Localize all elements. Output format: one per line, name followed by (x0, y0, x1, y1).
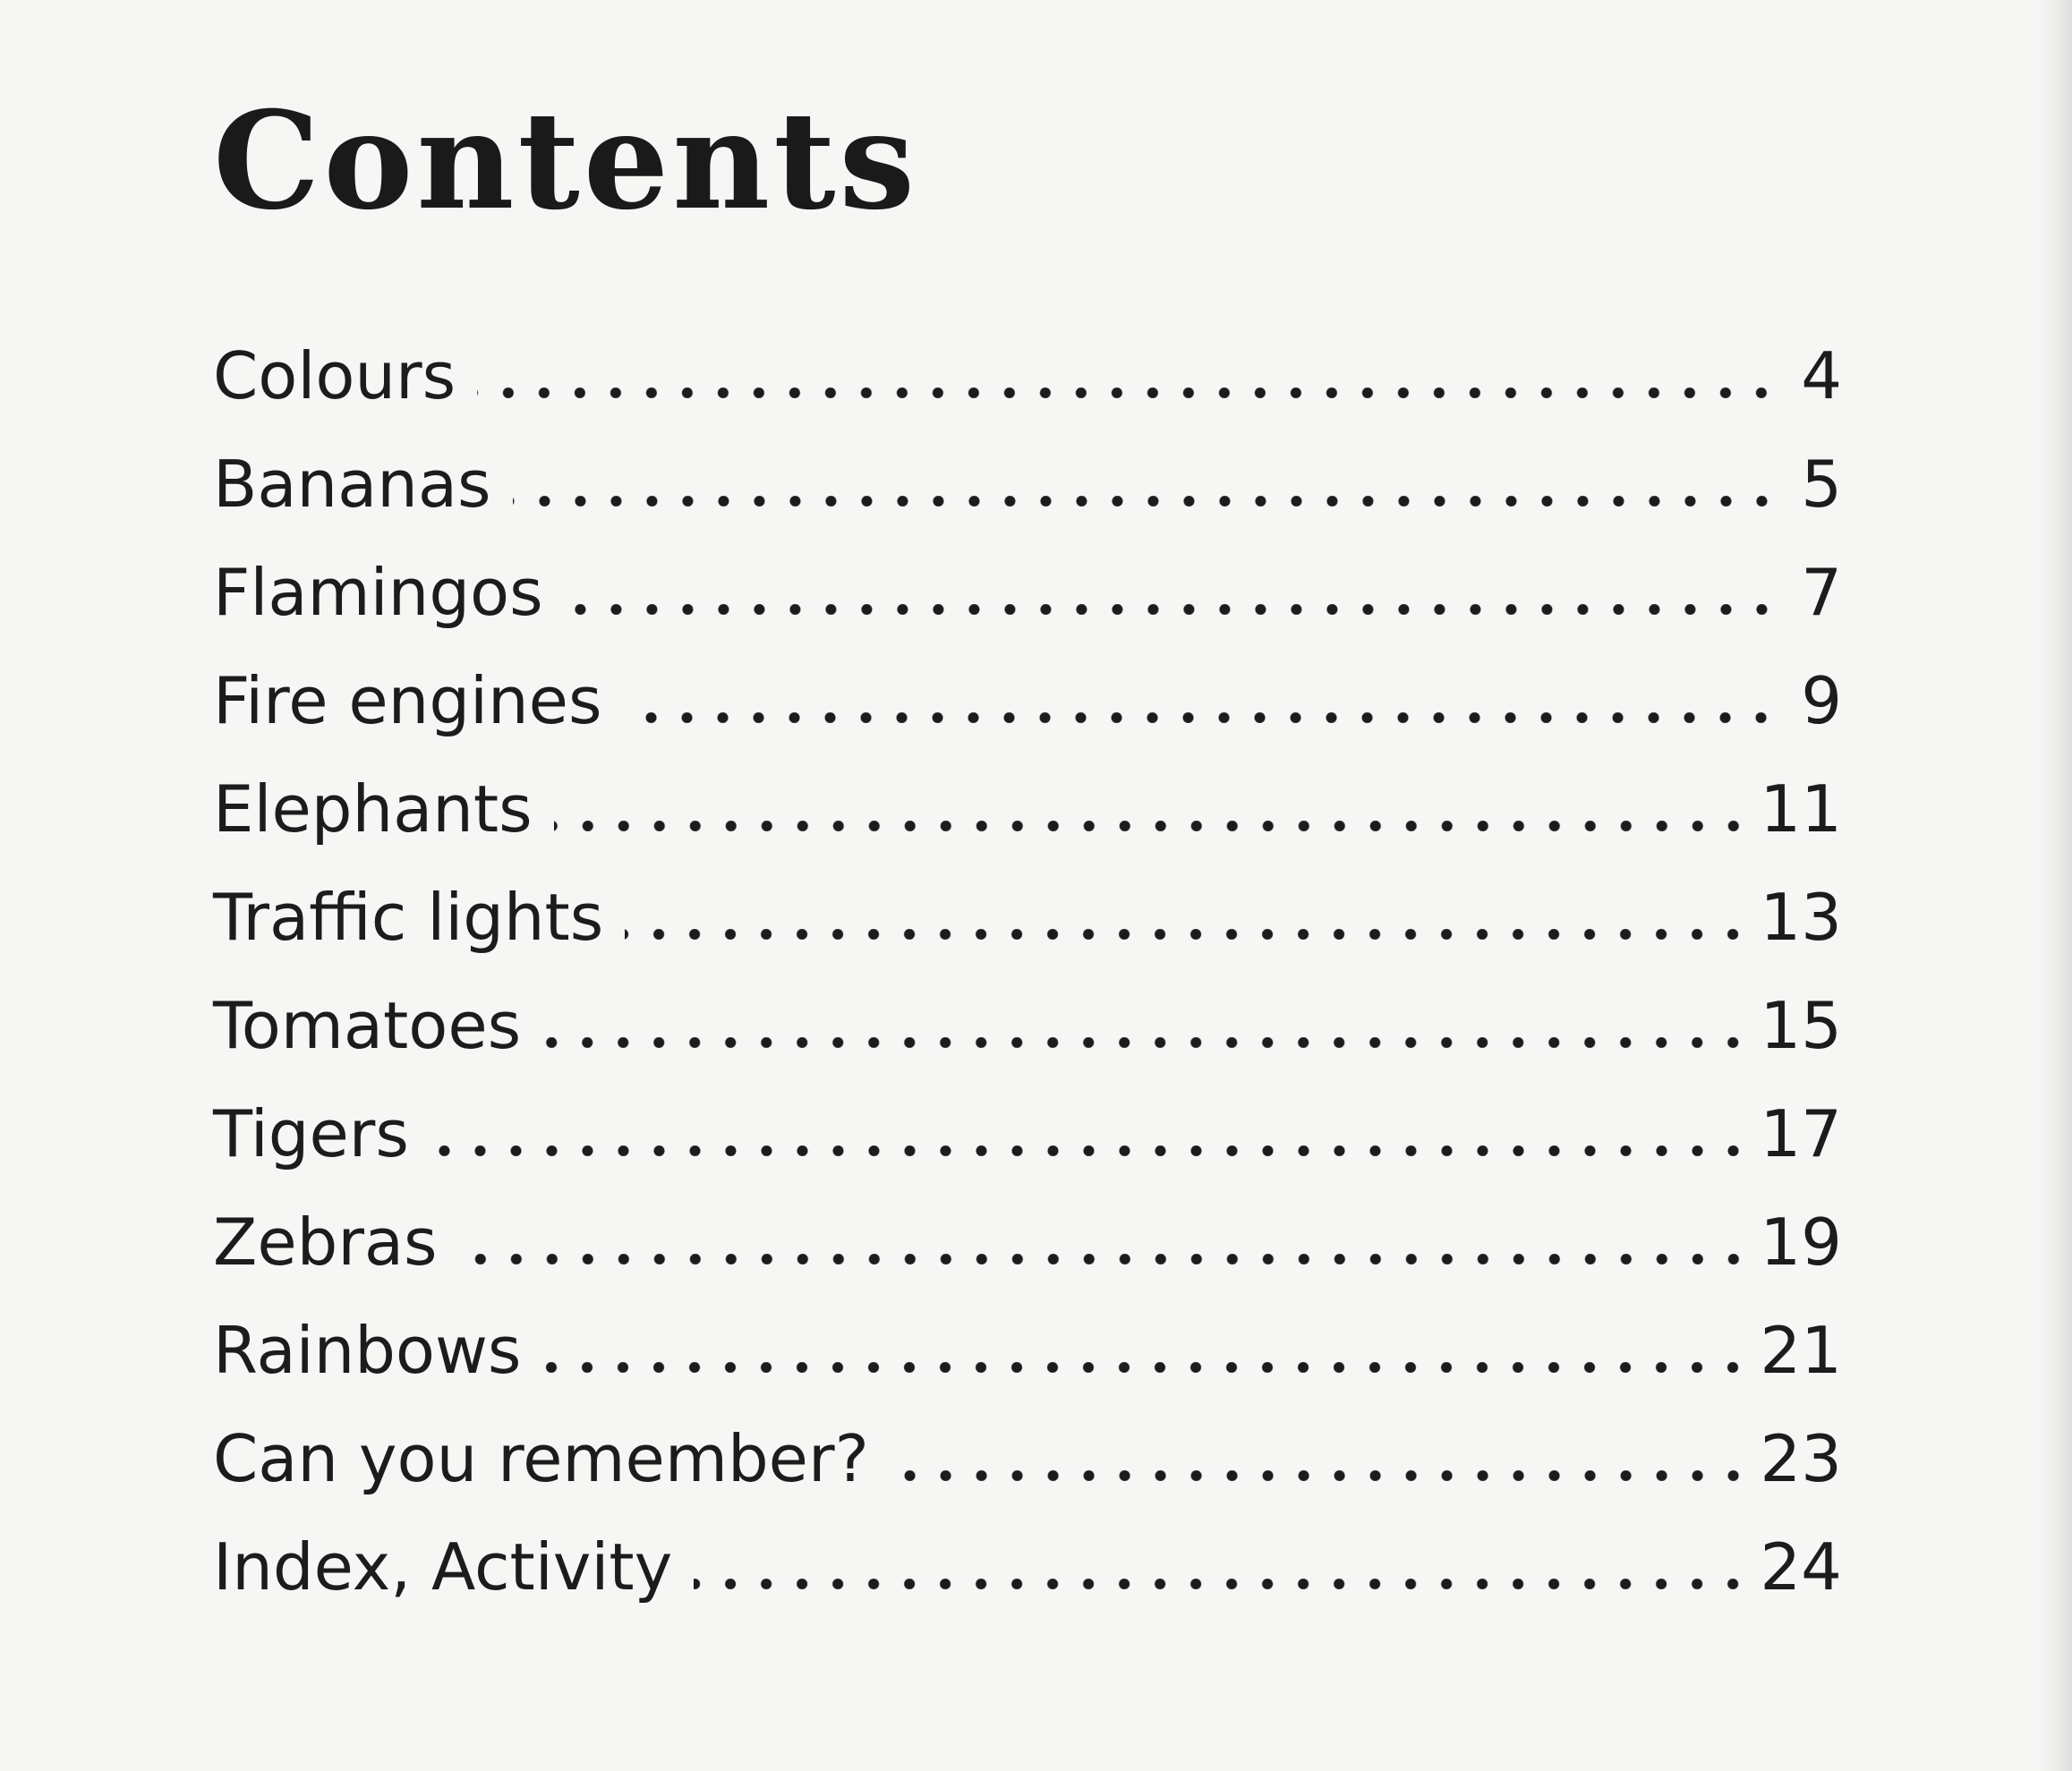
toc-entry (213, 1513, 1842, 1622)
toc-entry-label: Zebras (213, 1205, 438, 1280)
toc-entry-label: Elephants (213, 771, 533, 847)
toc-entry (213, 755, 1842, 864)
dot-leader (625, 929, 1751, 940)
toc-entry-page-number: 9 (1801, 663, 1842, 738)
dot-leader (891, 1470, 1752, 1481)
toc-entry-label: Tigers (213, 1096, 409, 1171)
contents-list (213, 322, 1842, 1622)
toc-entry (213, 322, 1842, 430)
toc-entry-label: Bananas (213, 447, 491, 522)
toc-entry (213, 1405, 1842, 1513)
toc-entry-label: Colours (213, 338, 456, 413)
toc-entry (213, 864, 1842, 972)
toc-entry-page-number: 21 (1760, 1313, 1842, 1388)
dot-leader (513, 496, 1779, 507)
toc-entry (213, 972, 1842, 1080)
toc-entry (213, 1188, 1842, 1297)
toc-entry-page-number: 4 (1801, 338, 1842, 413)
toc-entry-label: Tomatoes (213, 988, 522, 1063)
toc-entry-page-number: 17 (1760, 1096, 1842, 1171)
dot-leader (694, 1579, 1751, 1589)
dot-leader (477, 387, 1779, 398)
dot-leader (554, 821, 1752, 831)
toc-entry-label: Flamingos (213, 555, 543, 630)
toc-entry-page-number: 19 (1760, 1205, 1842, 1280)
toc-entry-page-number: 11 (1760, 771, 1842, 847)
toc-entry-label: Rainbows (213, 1313, 522, 1388)
toc-entry (213, 1297, 1842, 1405)
dot-leader (542, 1362, 1751, 1373)
toc-entry-label: Can you remember? (213, 1421, 869, 1496)
toc-entry (213, 430, 1842, 539)
page-title: Contents (213, 82, 919, 240)
dot-leader (459, 1254, 1752, 1264)
toc-entry-label: Index, Activity (213, 1529, 673, 1605)
toc-entry-page-number: 7 (1801, 555, 1842, 630)
dot-leader (623, 712, 1779, 723)
dot-leader (431, 1145, 1751, 1156)
toc-entry-page-number: 24 (1760, 1529, 1842, 1605)
toc-entry-label: Traffic lights (213, 880, 604, 955)
toc-entry-page-number: 5 (1801, 447, 1842, 522)
dot-leader (565, 604, 1779, 615)
toc-entry (213, 539, 1842, 647)
toc-entry-page-number: 13 (1760, 880, 1842, 955)
page-edge-shadow (2036, 0, 2072, 1771)
toc-entry-label: Fire engines (213, 663, 602, 738)
toc-entry (213, 647, 1842, 755)
toc-entry-page-number: 15 (1760, 988, 1842, 1063)
dot-leader (542, 1037, 1751, 1048)
toc-entry-page-number: 23 (1760, 1421, 1842, 1496)
toc-entry (213, 1080, 1842, 1188)
